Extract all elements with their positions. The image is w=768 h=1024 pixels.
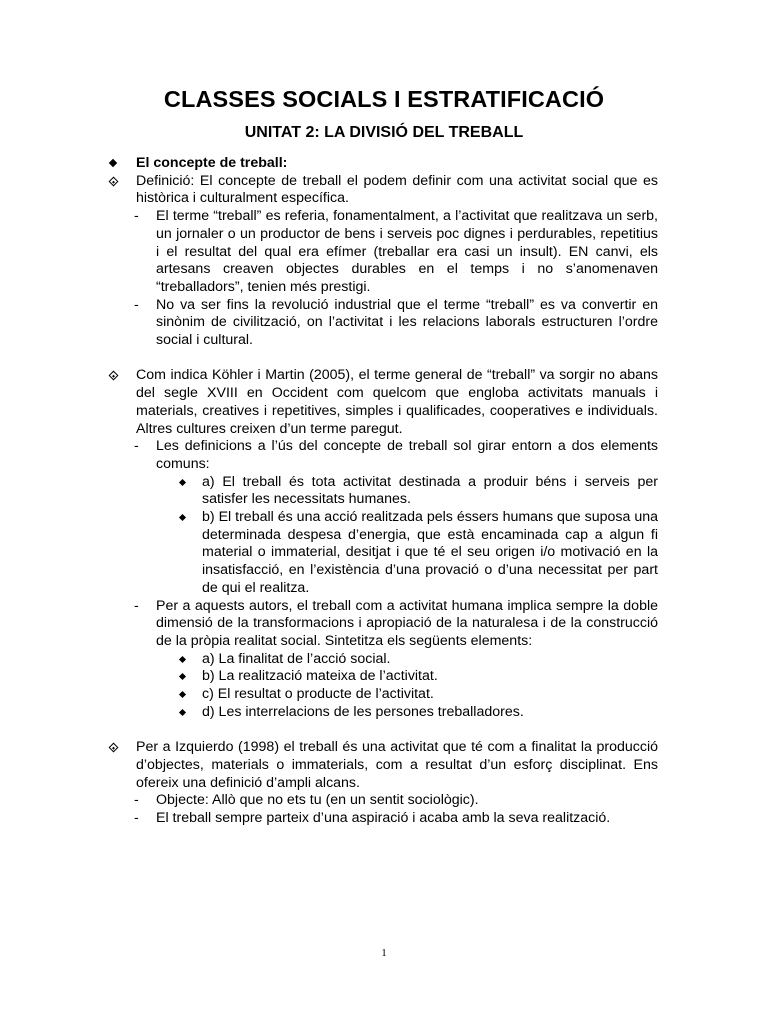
paragraph-gap (110, 350, 658, 368)
sub-bullet-text: b) El treball és una acció realitzada pels éssers humans que suposa una determinada despesa d’energia, que està encaminada cap a algun fi material o immaterial, desitjat i que té el seu origen i/o motivació en la insatisfacció, en l’existència d’una provació o d’una necessitat per part de qui el realitza. (202, 509, 658, 596)
element-text: b) La realització mateixa de l’activitat. (202, 668, 438, 685)
definition-text: Definició: El concepte de treball el podem definir com una activitat social que es històrica i culturalment específica. (136, 172, 658, 207)
section-heading (110, 155, 658, 173)
sub-bullet-item (110, 474, 658, 509)
bullet-paragraph (110, 739, 658, 792)
dash-item-text: Per a aquests autors, el treball com a activitat humana implica sempre la doble dimensió de la transformacions i apropiació de la naturalesa i de la construcció de la pròpia realitat social. Sintetitza els següents elements: (156, 597, 658, 649)
unit-subtitle: UNITAT 2: LA DIVISIÓ DEL TREBALL (244, 124, 524, 141)
dash-item (110, 810, 658, 828)
dash-item (110, 297, 658, 350)
dash-item (110, 438, 658, 473)
dash-marker: - (134, 792, 139, 809)
page-number: 1 (381, 947, 387, 959)
dash-item-text: Objecte: Allò que no ets tu (en un sentit sociològic). (156, 792, 479, 809)
sub-bullet-text: a) El treball és tota activitat destinada a produir béns i serveis per satisfer les necessitats humanes. (202, 473, 658, 508)
document-body (110, 155, 658, 828)
paragraph-gap (110, 721, 658, 739)
dash-item (110, 598, 658, 651)
bullet-paragraph (110, 173, 658, 208)
element-text: a) La finalitat de l’acció social. (202, 650, 391, 667)
sub-bullet-item (110, 668, 658, 686)
sub-bullet-item (110, 651, 658, 669)
dash-item-text: No va ser fins la revolució industrial que el terme “treball” es va convertir en sinònim de civilització, on l’activitat i les relacions laborals estructuren l’ordre social i cultural. (156, 296, 658, 349)
dash-item (110, 792, 658, 810)
dash-marker: - (134, 296, 139, 313)
element-text: c) El resultat o producte de l’activitat. (202, 686, 434, 703)
sub-bullet-item (110, 509, 658, 598)
element-text: d) Les interrelacions de les persones treballadores. (202, 703, 524, 720)
sub-bullet-item (110, 686, 658, 704)
document-title: CLASSES SOCIALS I ESTRATIFICACIÓ (163, 86, 605, 112)
dash-marker: - (134, 809, 139, 826)
dash-item-text: Les definicions a l’ús del concepte de treball sol girar entorn a dos elements comuns: (156, 438, 658, 472)
paragraph-text: Per a Izquierdo (1998) el treball és una activitat que té com a finalitat la producció d’objectes, materials o immaterials, com a resultat d’un esforç disciplinat. Ens ofereix una definició d’ampli alcans. (136, 739, 658, 791)
paragraph-text: Com indica Köhler i Martin (2005), el terme general de “treball” va sorgir no abans del segle XVIII en Occident com quelcom que engloba activitats manuals i materials, creatives i repetitives, simples i qualificades, cooperatives e individuals. Altres cultures creixen d’un terme paregut. (136, 367, 658, 437)
dash-marker: - (134, 597, 139, 614)
dash-item (110, 208, 658, 297)
bullet-paragraph (110, 367, 658, 438)
sub-bullet-item (110, 704, 658, 722)
dash-item-text: El treball sempre parteix d’una aspiració i acaba amb la seva realització. (156, 809, 611, 826)
section-heading-text: El concepte de treball: (136, 155, 288, 171)
dash-marker: - (134, 438, 139, 455)
dash-marker: - (134, 208, 139, 225)
dash-item-text: El terme “treball” es referia, fonamentalment, a l’activitat que realitzava un serb, un jornaler o un productor de bens i serveis poc dignes i perdurables, repetitius i el resultat del qual era efímer (treballar era casi un insult). EN canvi, els artesans creaven objectes durables en el temps i no s’anomenaven “treballadors”, tenien més prestigi. (156, 208, 658, 295)
